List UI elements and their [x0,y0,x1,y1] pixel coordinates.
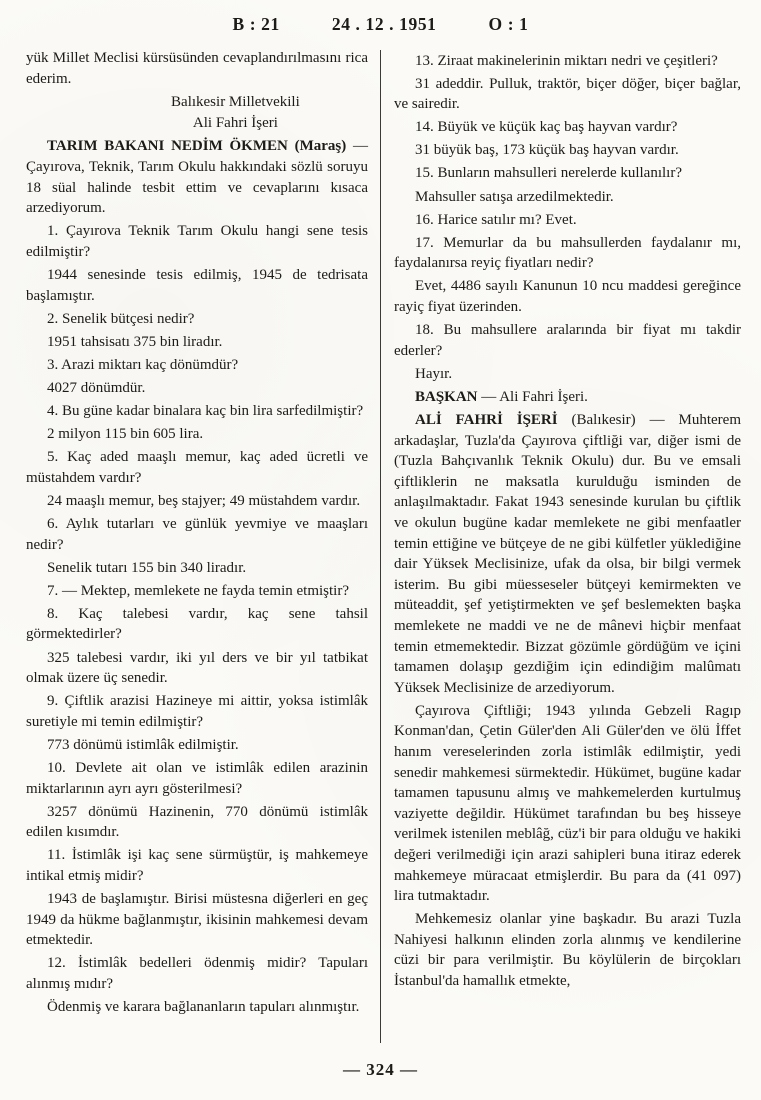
paragraph: 13. Ziraat makinelerinin miktarı nedri ve çeşitleri? [415,52,718,69]
speaker-name: ALİ FAHRİ İŞERİ [415,412,558,428]
page-header [18,14,743,35]
paragraph: 10. Devlete ait olan ve istimlâk edilen arazinin miktarlarının ayrı ayrı gösterilmesi? [26,760,368,797]
signature-block [133,92,338,133]
paragraph: 17. Memurlar da bu mahsullerden faydalanır mı, faydalanırsa reyiç fiyatları nedir? [394,234,741,272]
paragraph: 8. Kaç talebesi vardır, kaç sene tahsil görmektedirler? [26,605,368,643]
paragraph: 24 maaşlı memur, beş stajyer; 49 müstahdem vardır. [47,492,361,509]
paragraph: 1943 de başlamıştır. Birisi müstesna diğerleri en geç 1949 da hükme bağlanmıştır, ikisinin mahkemesi devam etmektedir. [26,891,368,949]
paragraph: Çayırova Çiftliği; 1943 yılında Gebzeli Ragıp Konman'dan, Çetin Güler'den Ali Güler'den ve ölü İffet hanım vereselerinden zorla istimlâk edilmiştir, yedi senedir mahkemesi sürmektedir. Hükümet, bugüne kadar tamamen tapusunu almış ve mahkemelerden kurtulmuş vaziyette değildir. Hükümet tarafından bu beş hisseye verilmek istenilen meblâğ, cüz'i bir para olduğu ve hakiki değeri verilmediği için arazi sahipleri buna itiraz ederek mahkemeye müracaat etmişlerdir. Bu para da (41 097) lira tutmaktadır. [394,702,741,905]
paragraph: 4027 dönümdür. [47,379,146,396]
sitting-number: O : 1 [488,14,529,34]
speaker-name: TARIM BAKANI NEDİM ÖKMEN (Maraş) [47,138,347,155]
paragraph: 1. Çayırova Teknik Tarım Okulu hangi sene tesis edilmiştir? [26,223,368,260]
signature-line: Balıkesir Milletvekili [171,94,300,111]
paragraph: 31 büyük baş, 173 küçük baş hayvan vardır. [415,142,679,159]
paragraph: Senelik tutarı 155 bin 340 liradır. [47,559,247,576]
signature-line: Ali Fahri İşeri [192,114,278,131]
paragraph: 18. Bu mahsullere aralarında bir fiyat mı takdir ederler? [394,322,741,359]
paragraph: 7. — Mektep, memlekete ne fayda temin etmiştir? [47,582,349,599]
paragraph: 325 talebesi vardır, iki yıl ders ve bir yıl tatbikat olmak üzere üç senedir. [26,649,368,687]
paragraph: 773 dönümü istimlâk edilmiştir. [47,736,239,753]
paragraph: 12. İstimlâk bedelleri ödenmiş midir? Tapuları alınmış mıdır? [26,955,368,992]
paragraph: ALİ FAHRİ İŞERİ (Balıkesir) — Muhterem arkadaşlar, Tuzla'da Çayırova çiftliği var, diğer ismi de (Tuzla Bahçıvanlık Teknik Okulu) dur. Bu ve emsali çiftliklerin ne maksatla kurulduğu isminden de anlaşılmaktadır. Fakat 1943 senesinde kurulan bu çiftlik ve okulun bugüne kadar memlekete ne gibi menfaatler temin ettiğine ve bütçeye de ne gibi külfetler yüklediğine dair Yüksek Meclisinize, ufak da olsa, bir bilgi vermek isterim. Bu gibi müesseseler bütçeyi kemirmekten ve müteaddit, şef yetiştirmekten ve şef beslemekten başka memlekete ne maddi ve ne de mânevi hiçbir menfaat temin etmemektedir. Bizzat gözümle gördüğüm ve içini tamamen dolaşıp gezdiğim için edindiğim malûmatı Yüksek Meclisinize de arzediyorum. [394,412,741,696]
paragraph: Mahsuller satışa arzedilmektedir. [415,188,614,205]
paragraph: Hayır. [415,365,453,382]
paragraph: 9. Çiftlik arazisi Hazineye mi aittir, yoksa istimlâk suretiyle mi temin edilmiştir? [26,693,368,730]
paragraph: 1944 senesinde tesis edilmiş, 1945 de tedrisata başlamıştır. [26,266,368,304]
paragraph: 4. Bu güne kadar binalara kaç bin lira sarfedilmiştir? [47,403,364,419]
session-number: B : 21 [232,14,280,34]
left-column [18,48,380,1043]
text-columns [18,48,743,1043]
paragraph: 3257 dönümü Hazinenin, 770 dönümü istimlâk edilen kısımdır. [26,803,368,841]
paragraph: 14. Büyük ve küçük kaç baş hayvan vardır? [415,119,678,136]
paragraph: 6. Aylık tutarları ve günlük yevmiye ve maaşları nedir? [26,515,368,553]
paragraph: 2 milyon 115 bin 605 lira. [47,426,204,443]
paragraph: Mehkemesiz olanlar yine başkadır. Bu arazi Tuzla Nahiyesi halkının elinden zorla alınmış ve kendilerine cüzi bir para verilmiştir. Bu köylülerin de birçokları İstanbul'da hamallık etmekte, [394,911,741,990]
paragraph: Ödenmiş ve karara bağlananların tapuları alınmıştır. [47,999,360,1016]
paragraph: 2. Senelik bütçesi nedir? [47,310,195,327]
page-number: — 324 — [343,1060,418,1079]
paragraph: BAŞKAN — Ali Fahri İşeri. [415,388,588,405]
paragraph: 5. Kaç aded maaşlı memur, kaç aded ücretli ve müstahdem vardır? [26,449,368,486]
speaker-name: BAŞKAN [415,388,478,405]
session-date: 24 . 12 . 1951 [331,14,437,34]
paragraph: 31 adeddir. Pulluk, traktör, biçer döğer, biçer bağlar, ve sairedir. [394,75,741,113]
paragraph: 3. Arazi miktarı kaç dönümdür? [47,356,239,373]
paragraph: yük Millet Meclisi kürsüsünden cevaplandırılmasını rica ederim. [26,50,368,87]
right-column [381,48,743,1043]
paragraph: 16. Harice satılır mı? Evet. [415,211,577,228]
paragraph: TARIM BAKANI NEDİM ÖKMEN (Maraş) — Çayırova, Teknik, Tarım Okulu hakkındaki sözlü soruyu 18 süal halinde tesbit ettim ve cevaplarını kısaca arzediyorum. [26,138,369,217]
paragraph: Evet, 4486 sayılı Kanunun 10 ncu maddesi gereğince rayiç fiyat üzerinden. [394,278,741,316]
paragraph: 1951 tahsisatı 375 bin liradır. [47,333,223,350]
paragraph: 11. İstimlâk işi kaç sene sürmüştür, iş mahkemeye intikal etmiş midir? [26,847,368,884]
paragraph: 15. Bunların mahsulleri nerelerde kullanılır? [415,165,682,182]
